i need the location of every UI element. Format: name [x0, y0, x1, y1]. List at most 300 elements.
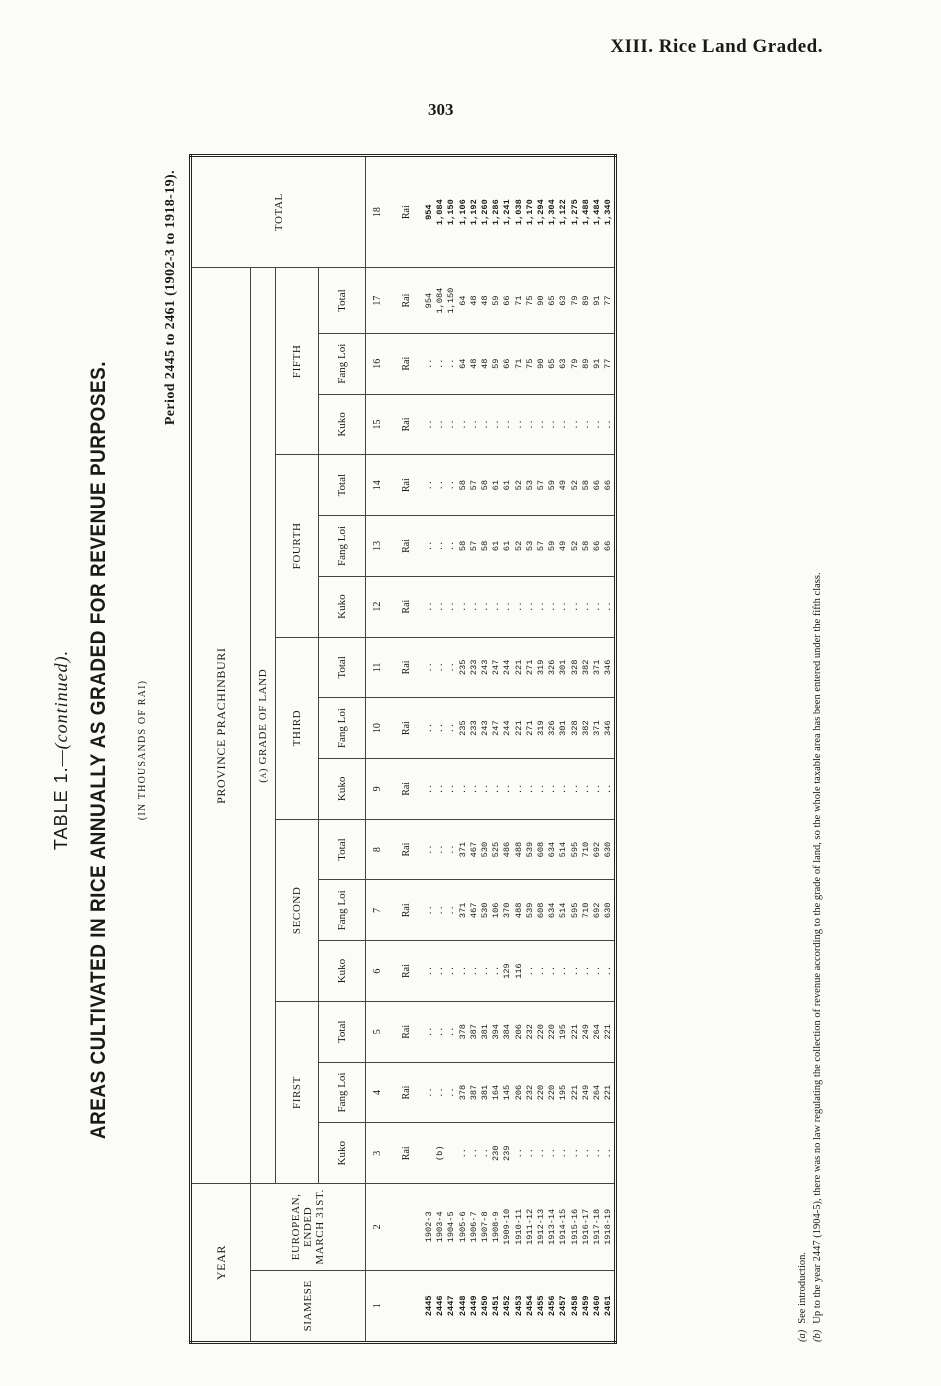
cell-siamese-year: 2449 [469, 1270, 480, 1342]
cell-fifth-kuko: .. [446, 394, 457, 455]
cell-first-kuko: .. [469, 1123, 480, 1184]
cell-european-year: 1903-4 [435, 1184, 446, 1270]
cell-fifth-fang-loi: 79 [570, 333, 581, 394]
cell-first-kuko: .. [581, 1123, 592, 1184]
cell-second-fang-loi: 371 [458, 880, 469, 941]
cell-third-fang-loi: 346 [603, 698, 616, 759]
cell-fifth-kuko: .. [525, 394, 536, 455]
cell-fourth-total: .. [446, 455, 457, 516]
header-fang-loi: Fang Loi [319, 516, 366, 577]
cell-third-total: .. [435, 637, 446, 698]
cell-fourth-kuko: .. [525, 576, 536, 637]
unit-label: Rai [396, 268, 416, 334]
cell-third-kuko: .. [491, 758, 502, 819]
cell-third-total: 319 [536, 637, 547, 698]
cell-first-total: .. [446, 1001, 457, 1062]
cell-fifth-fang-loi: 65 [547, 333, 558, 394]
cell-european-year: 1912-13 [536, 1184, 547, 1270]
cell-fifth-kuko: .. [480, 394, 491, 455]
cell-first-fang-loi: 249 [581, 1062, 592, 1123]
cell-third-total: 233 [469, 637, 480, 698]
header-siamese: SIAMESE [251, 1270, 366, 1342]
cell-first-total: .. [435, 1001, 446, 1062]
column-number: 15 [366, 394, 389, 455]
cell-third-kuko: .. [558, 758, 569, 819]
cell-fifth-total: 65 [547, 268, 558, 334]
footnote-b: (b)Up to the year 2447 (1904-5), there was no law regulating the collection of revenue according to the grade of land, so the whole taxable area has been entered under the fifth class. [812, 572, 823, 1342]
cell-first-fang-loi: 264 [592, 1062, 603, 1123]
column-number: 10 [366, 698, 389, 759]
header-grade-first: FIRST [276, 1001, 319, 1183]
cell-siamese-year: 2451 [491, 1270, 502, 1342]
cell-third-total: 271 [525, 637, 536, 698]
cell-second-total: 525 [491, 819, 502, 880]
cell-grand-total: 954 [424, 156, 435, 268]
spacer-row [416, 156, 424, 1343]
cell-fourth-total: 57 [469, 455, 480, 516]
cell-footnote-b-brace: (b) [424, 1123, 458, 1184]
page-header: XIII. Rice Land Graded. [610, 36, 823, 57]
cell-fifth-total: 63 [558, 268, 569, 334]
header-european: EUROPEAN, ENDED MARCH 31ST. [251, 1184, 366, 1270]
header-total: Total [319, 819, 366, 880]
cell-fourth-fang-loi: .. [424, 516, 435, 577]
cell-third-kuko: .. [469, 758, 480, 819]
column-number-row [366, 156, 389, 1343]
cell-first-total: 381 [480, 1001, 491, 1062]
header-fang-loi: Fang Loi [319, 333, 366, 394]
cell-first-fang-loi: 145 [502, 1062, 513, 1123]
cell-third-fang-loi: 326 [547, 698, 558, 759]
cell-second-fang-loi: 106 [491, 880, 502, 941]
cell-fourth-fang-loi: .. [446, 516, 457, 577]
header-grand-total: TOTAL [191, 156, 366, 268]
cell-third-total: 221 [514, 637, 525, 698]
cell-first-fang-loi: .. [446, 1062, 457, 1123]
cell-siamese-year: 2455 [536, 1270, 547, 1342]
cell-second-total: .. [435, 819, 446, 880]
cell-fourth-total: 58 [581, 455, 592, 516]
cell-fourth-total: 52 [570, 455, 581, 516]
cell-third-kuko: .. [514, 758, 525, 819]
cell-fifth-kuko: .. [558, 394, 569, 455]
table-row [547, 156, 558, 1343]
cell-fourth-fang-loi: 66 [592, 516, 603, 577]
cell-fourth-fang-loi: 59 [547, 516, 558, 577]
cell-fourth-kuko: .. [558, 576, 569, 637]
cell-fourth-kuko: .. [446, 576, 457, 637]
cell-first-fang-loi: .. [435, 1062, 446, 1123]
cell-fourth-fang-loi: 66 [603, 516, 616, 577]
unit-label: Rai [396, 156, 416, 268]
cell-siamese-year: 2452 [502, 1270, 513, 1342]
table-number [51, 150, 72, 1350]
cell-siamese-year: 2454 [525, 1270, 536, 1342]
cell-fifth-total: 64 [458, 268, 469, 334]
cell-fifth-fang-loi: 90 [536, 333, 547, 394]
cell-second-fang-loi: 634 [547, 880, 558, 941]
cell-fourth-fang-loi: 52 [570, 516, 581, 577]
cell-grand-total: 1,286 [491, 156, 502, 268]
cell-third-kuko: .. [581, 758, 592, 819]
table-row [536, 156, 547, 1343]
cell-second-kuko: .. [570, 941, 581, 1002]
cell-european-year: 1906-7 [469, 1184, 480, 1270]
header-kuko: Kuko [319, 576, 366, 637]
cell-first-fang-loi: .. [424, 1062, 435, 1123]
cell-fifth-fang-loi: 89 [581, 333, 592, 394]
cell-fifth-kuko: .. [536, 394, 547, 455]
cell-fourth-kuko: .. [480, 576, 491, 637]
cell-third-total: 301 [558, 637, 569, 698]
cell-fifth-kuko: .. [469, 394, 480, 455]
unit-label: Rai [396, 576, 416, 637]
cell-grand-total: 1,038 [514, 156, 525, 268]
cell-second-fang-loi: 710 [581, 880, 592, 941]
cell-siamese-year: 2446 [435, 1270, 446, 1342]
cell-grand-total: 1,294 [536, 156, 547, 268]
cell-fifth-kuko: .. [581, 394, 592, 455]
cell-second-kuko: .. [491, 941, 502, 1002]
cell-fourth-total: 61 [491, 455, 502, 516]
header-grade-second: SECOND [276, 819, 319, 1001]
page-number: 303 [428, 100, 454, 119]
cell-first-kuko: .. [514, 1123, 525, 1184]
header-kuko: Kuko [319, 394, 366, 455]
cell-second-fang-loi: .. [424, 880, 435, 941]
cell-third-kuko: .. [424, 758, 435, 819]
cell-second-fang-loi: 539 [525, 880, 536, 941]
cell-fourth-kuko: .. [536, 576, 547, 637]
cell-siamese-year: 2453 [514, 1270, 525, 1342]
cell-fourth-fang-loi: 49 [558, 516, 569, 577]
cell-second-total: 630 [603, 819, 616, 880]
cell-fifth-kuko: .. [502, 394, 513, 455]
cell-first-total: 394 [491, 1001, 502, 1062]
header-total: Total [319, 1001, 366, 1062]
cell-fifth-fang-loi: 48 [480, 333, 491, 394]
cell-fifth-kuko: .. [547, 394, 558, 455]
cell-first-fang-loi: 206 [514, 1062, 525, 1123]
cell-first-total: 221 [603, 1001, 616, 1062]
cell-first-total: .. [424, 1001, 435, 1062]
cell-grand-total: 1,106 [458, 156, 469, 268]
cell-second-fang-loi: 488 [514, 880, 525, 941]
table-row [424, 156, 435, 1343]
cell-third-total: 247 [491, 637, 502, 698]
cell-fifth-total: 954 [424, 268, 435, 334]
cell-third-total: 371 [592, 637, 603, 698]
cell-fourth-kuko: .. [603, 576, 616, 637]
cell-fourth-total: 58 [480, 455, 491, 516]
cell-second-total: 371 [458, 819, 469, 880]
header-year: YEAR [191, 1184, 251, 1343]
cell-fourth-fang-loi: 52 [514, 516, 525, 577]
table-body [366, 156, 458, 1343]
cell-first-total: 378 [458, 1001, 469, 1062]
cell-first-fang-loi: 195 [558, 1062, 569, 1123]
cell-second-fang-loi: 608 [536, 880, 547, 941]
table-continued-label: —(continued). [51, 649, 71, 767]
cell-fourth-total: 66 [592, 455, 603, 516]
column-number: 4 [366, 1062, 389, 1123]
column-number: 11 [366, 637, 389, 698]
units-row [396, 156, 416, 1343]
cell-first-kuko: 239 [502, 1123, 513, 1184]
cell-grand-total: 1,340 [603, 156, 616, 268]
cell-third-total: 326 [547, 637, 558, 698]
cell-first-fang-loi: 221 [603, 1062, 616, 1123]
cell-fourth-fang-loi: 61 [502, 516, 513, 577]
header-total: Total [319, 268, 366, 334]
cell-grand-total: 1,150 [446, 156, 457, 268]
unit-label: Rai [396, 1123, 416, 1184]
cell-first-fang-loi: 381 [480, 1062, 491, 1123]
cell-european-year: 1918-19 [603, 1184, 616, 1270]
cell-fifth-fang-loi: 48 [469, 333, 480, 394]
cell-third-fang-loi: 235 [458, 698, 469, 759]
cell-fourth-kuko: .. [491, 576, 502, 637]
cell-european-year: 1904-5 [446, 1184, 457, 1270]
header-province: PROVINCE PRACHINBURI [191, 268, 251, 1184]
rotated-table-sheet [45, 150, 865, 1350]
cell-second-total: 486 [502, 819, 513, 880]
unit-label: Rai [396, 941, 416, 1002]
cell-third-fang-loi: 221 [514, 698, 525, 759]
cell-second-kuko: 129 [502, 941, 513, 1002]
cell-fourth-fang-loi: .. [435, 516, 446, 577]
column-number: 8 [366, 819, 389, 880]
cell-second-kuko: .. [469, 941, 480, 1002]
cell-fourth-fang-loi: 57 [536, 516, 547, 577]
header-fang-loi: Fang Loi [319, 698, 366, 759]
cell-third-kuko: .. [547, 758, 558, 819]
cell-fifth-total: 77 [603, 268, 616, 334]
table-row [480, 156, 491, 1343]
cell-second-kuko: .. [446, 941, 457, 1002]
cell-second-kuko: .. [536, 941, 547, 1002]
cell-fifth-total: 89 [581, 268, 592, 334]
cell-third-fang-loi: 247 [491, 698, 502, 759]
cell-third-total: .. [446, 637, 457, 698]
cell-third-kuko: .. [435, 758, 446, 819]
column-number: 12 [366, 576, 389, 637]
cell-european-year: 1909-10 [502, 1184, 513, 1270]
cell-fourth-kuko: .. [458, 576, 469, 637]
cell-first-total: 220 [547, 1001, 558, 1062]
table-row [458, 156, 469, 1343]
cell-third-kuko: .. [603, 758, 616, 819]
cell-third-total: 235 [458, 637, 469, 698]
header-kuko: Kuko [319, 941, 366, 1002]
header-grade-third: THIRD [276, 637, 319, 819]
cell-first-fang-loi: 232 [525, 1062, 536, 1123]
cell-european-year: 1905-6 [458, 1184, 469, 1270]
cell-european-year: 1911-12 [525, 1184, 536, 1270]
cell-fourth-kuko: .. [581, 576, 592, 637]
cell-fourth-total: 61 [502, 455, 513, 516]
column-number: 9 [366, 758, 389, 819]
cell-third-fang-loi: .. [446, 698, 457, 759]
cell-fifth-fang-loi: 71 [514, 333, 525, 394]
cell-first-kuko: .. [592, 1123, 603, 1184]
cell-siamese-year: 2460 [592, 1270, 603, 1342]
cell-fourth-kuko: .. [502, 576, 513, 637]
header-fang-loi: Fang Loi [319, 880, 366, 941]
cell-first-total: 220 [536, 1001, 547, 1062]
cell-siamese-year: 2458 [570, 1270, 581, 1342]
header-grade-of-land: (a) GRADE OF LAND [251, 268, 276, 1184]
unit-label: Rai [396, 819, 416, 880]
cell-siamese-year: 2450 [480, 1270, 491, 1342]
cell-fifth-fang-loi: 75 [525, 333, 536, 394]
column-number: 3 [366, 1123, 389, 1184]
cell-first-fang-loi: 378 [458, 1062, 469, 1123]
column-number: 5 [366, 1001, 389, 1062]
cell-third-kuko: .. [446, 758, 457, 819]
table-row [491, 156, 502, 1343]
cell-second-fang-loi: .. [446, 880, 457, 941]
cell-second-fang-loi: 692 [592, 880, 603, 941]
cell-fifth-kuko: .. [603, 394, 616, 455]
cell-grand-total: 1,192 [469, 156, 480, 268]
cell-fifth-total: 79 [570, 268, 581, 334]
footnotes [795, 162, 825, 1342]
cell-third-fang-loi: 243 [480, 698, 491, 759]
cell-second-fang-loi: 530 [480, 880, 491, 941]
cell-first-fang-loi: 220 [536, 1062, 547, 1123]
cell-fourth-total: 58 [458, 455, 469, 516]
cell-fifth-total: 91 [592, 268, 603, 334]
cell-fifth-fang-loi: .. [435, 333, 446, 394]
cell-european-year: 1917-18 [592, 1184, 603, 1270]
cell-second-fang-loi: 467 [469, 880, 480, 941]
cell-fifth-fang-loi: 91 [592, 333, 603, 394]
unit-label: Rai [396, 333, 416, 394]
cell-fourth-total: .. [435, 455, 446, 516]
cell-fifth-kuko: .. [491, 394, 502, 455]
cell-fifth-fang-loi: .. [446, 333, 457, 394]
cell-european-year: 1915-16 [570, 1184, 581, 1270]
cell-fourth-total: .. [424, 455, 435, 516]
column-number: 7 [366, 880, 389, 941]
header-total: Total [319, 637, 366, 698]
header-grade-fourth: FOURTH [276, 455, 319, 637]
cell-fifth-fang-loi: 77 [603, 333, 616, 394]
cell-second-total: 710 [581, 819, 592, 880]
cell-second-total: 514 [558, 819, 569, 880]
cell-grand-total: 1,241 [502, 156, 513, 268]
footnote-a: (a)See introduction. [797, 1252, 808, 1342]
cell-second-kuko: .. [480, 941, 491, 1002]
table-row [514, 156, 525, 1343]
cell-european-year: 1902-3 [424, 1184, 435, 1270]
cell-third-fang-loi: 371 [592, 698, 603, 759]
cell-third-fang-loi: 382 [581, 698, 592, 759]
cell-fifth-fang-loi: 63 [558, 333, 569, 394]
spacer-row [388, 156, 396, 1343]
cell-first-kuko: .. [603, 1123, 616, 1184]
column-number: 2 [366, 1184, 389, 1270]
cell-second-kuko: .. [458, 941, 469, 1002]
column-number: 17 [366, 268, 389, 334]
table-period: Period 2445 to 2461 (1902-3 to 1918-19). [163, 170, 178, 426]
header-grade-fifth: FIFTH [276, 268, 319, 455]
cell-third-fang-loi: 301 [558, 698, 569, 759]
cell-fifth-fang-loi: 64 [458, 333, 469, 394]
cell-third-fang-loi: .. [435, 698, 446, 759]
rice-land-table [189, 154, 617, 1344]
cell-first-fang-loi: 387 [469, 1062, 480, 1123]
cell-second-total: 634 [547, 819, 558, 880]
cell-european-year: 1914-15 [558, 1184, 569, 1270]
cell-first-total: 232 [525, 1001, 536, 1062]
cell-european-year: 1908-9 [491, 1184, 502, 1270]
cell-fifth-kuko: .. [592, 394, 603, 455]
cell-third-total: 244 [502, 637, 513, 698]
cell-fourth-fang-loi: 58 [458, 516, 469, 577]
cell-second-kuko: .. [603, 941, 616, 1002]
column-number: 13 [366, 516, 389, 577]
cell-fourth-fang-loi: 61 [491, 516, 502, 577]
cell-fourth-fang-loi: 58 [581, 516, 592, 577]
cell-fifth-kuko: .. [514, 394, 525, 455]
cell-second-fang-loi: 630 [603, 880, 616, 941]
cell-third-kuko: .. [592, 758, 603, 819]
cell-first-total: 206 [514, 1001, 525, 1062]
cell-second-kuko: .. [592, 941, 603, 1002]
cell-first-kuko: .. [480, 1123, 491, 1184]
cell-third-total: 328 [570, 637, 581, 698]
cell-second-kuko: .. [547, 941, 558, 1002]
cell-fifth-total: 48 [469, 268, 480, 334]
cell-siamese-year: 2445 [424, 1270, 435, 1342]
cell-fifth-kuko: .. [570, 394, 581, 455]
cell-third-fang-loi: .. [424, 698, 435, 759]
cell-third-fang-loi: 233 [469, 698, 480, 759]
cell-third-total: 243 [480, 637, 491, 698]
column-number: 6 [366, 941, 389, 1002]
table-body-rest [458, 156, 616, 1343]
unit-label: Rai [396, 637, 416, 698]
cell-first-fang-loi: 164 [491, 1062, 502, 1123]
cell-second-kuko: .. [435, 941, 446, 1002]
cell-siamese-year: 2461 [603, 1270, 616, 1342]
cell-second-kuko: 116 [514, 941, 525, 1002]
cell-second-kuko: .. [558, 941, 569, 1002]
table-row [592, 156, 603, 1343]
column-number: 1 [366, 1270, 389, 1342]
table-row [581, 156, 592, 1343]
cell-fourth-fang-loi: 53 [525, 516, 536, 577]
cell-fourth-kuko: .. [424, 576, 435, 637]
cell-european-year: 1910-11 [514, 1184, 525, 1270]
cell-grand-total: 1,260 [480, 156, 491, 268]
cell-second-total: 530 [480, 819, 491, 880]
cell-fifth-total: 1,084 [435, 268, 446, 334]
cell-fifth-fang-loi: .. [424, 333, 435, 394]
cell-siamese-year: 2459 [581, 1270, 592, 1342]
cell-grand-total: 1,304 [547, 156, 558, 268]
header-fang-loi: Fang Loi [319, 1062, 366, 1123]
table-row [558, 156, 569, 1343]
cell-fourth-total: 57 [536, 455, 547, 516]
cell-second-kuko: .. [525, 941, 536, 1002]
cell-grand-total: 1,122 [558, 156, 569, 268]
cell-siamese-year: 2447 [446, 1270, 457, 1342]
table-row [525, 156, 536, 1343]
cell-third-total: .. [424, 637, 435, 698]
